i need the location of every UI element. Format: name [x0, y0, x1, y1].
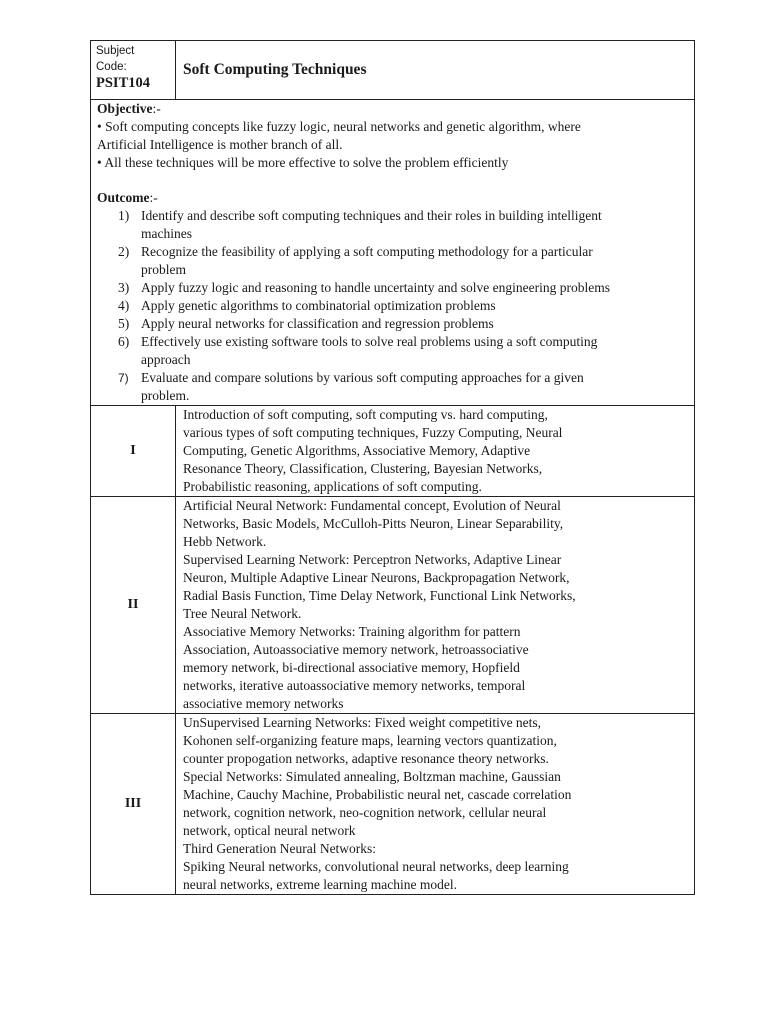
outcome-heading-text: Outcome: [97, 190, 150, 205]
subject-code-cell: [91, 41, 176, 100]
unit-content-line: Hebb Network.: [183, 534, 267, 549]
course-title-cell: [176, 41, 695, 100]
outcome-number: 4): [118, 298, 130, 313]
outcome-line: problem: [141, 262, 186, 277]
unit-content-line: Supervised Learning Network: Perceptron Networks, Adaptive Linear: [183, 552, 562, 567]
outcome-number: 7): [118, 371, 129, 385]
unit-content: [176, 497, 695, 714]
outcome-line: Effectively use existing software tools to solve real problems using a soft computing: [141, 334, 598, 349]
outcome-line: Apply genetic algorithms to combinatorial optimization problems: [141, 298, 496, 313]
outcome-heading: [97, 189, 688, 207]
unit-content-line: Kohonen self-organizing feature maps, learning vectors quantization,: [183, 733, 557, 748]
outcome-heading-suffix: :-: [149, 190, 158, 205]
objective-heading: [97, 100, 688, 118]
unit-content-line: memory network, bi-directional associative memory, Hopfield: [183, 660, 520, 675]
outcome-line: machines: [141, 226, 192, 241]
unit-content-line: Machine, Cauchy Machine, Probabilistic neural net, cascade correlation: [183, 787, 572, 802]
outcome-number: 2): [118, 244, 130, 259]
objective-line: • Soft computing concepts like fuzzy logic, neural networks and genetic algorithm, where: [97, 119, 581, 134]
course-title: Soft Computing Techniques: [183, 61, 367, 78]
unit-content-line: Special Networks: Simulated annealing, Boltzman machine, Gaussian: [183, 769, 561, 784]
unit-content-line: Associative Memory Networks: Training algorithm for pattern: [183, 624, 521, 639]
unit-content-line: Association, Autoassociative memory network, hetroassociative: [183, 642, 529, 657]
outcome-number: 5): [118, 316, 130, 331]
objective-line: • All these techniques will be more effective to solve the problem efficiently: [97, 155, 509, 170]
outcome-line: approach: [141, 352, 191, 367]
objective-outcome-row: [91, 100, 695, 406]
unit-content-line: Third Generation Neural Networks:: [183, 841, 377, 856]
outcome-line: problem.: [141, 388, 190, 403]
outcome-item: [97, 333, 688, 369]
outcome-line: Identify and describe soft computing techniques and their roles in building intelligent: [141, 208, 602, 223]
unit-content: [176, 406, 695, 497]
outcome-item: [97, 297, 688, 315]
unit-content-line: Probabilistic reasoning, applications of soft computing.: [183, 479, 482, 494]
outcome-line: Evaluate and compare solutions by various soft computing approaches for a given: [141, 370, 584, 385]
objective-heading-suffix: :-: [152, 101, 161, 116]
outcome-item: [97, 279, 688, 297]
objective-heading-text: Objective: [97, 101, 153, 116]
unit-content-line: network, optical neural network: [183, 823, 356, 838]
unit-content-line: Spiking Neural networks, convolutional neural networks, deep learning: [183, 859, 569, 874]
unit-content-line: Networks, Basic Models, McCulloh-Pitts Neuron, Linear Separability,: [183, 516, 564, 531]
unit-content-line: various types of soft computing techniques, Fuzzy Computing, Neural: [183, 425, 563, 440]
unit-content-line: counter propogation networks, adaptive resonance theory networks.: [183, 751, 549, 766]
outcome-number: 3): [118, 280, 130, 295]
outcome-line: Apply fuzzy logic and reasoning to handle uncertainty and solve engineering problems: [141, 280, 610, 295]
syllabus-table: [90, 40, 695, 895]
outcome-item: [97, 207, 688, 243]
unit-number: III: [91, 714, 176, 895]
subject-code-value: PSIT104: [96, 75, 150, 91]
outcome-line: Recognize the feasibility of applying a soft computing methodology for a particular: [141, 244, 593, 259]
objective-line: Artificial Intelligence is mother branch of all.: [97, 137, 343, 152]
unit-content-line: Artificial Neural Network: Fundamental concept, Evolution of Neural: [183, 498, 561, 513]
unit-content-line: associative memory networks: [183, 696, 344, 711]
unit-content: [176, 714, 695, 895]
unit-content-line: network, cognition network, neo-cognition network, cellular neural: [183, 805, 547, 820]
unit-content-line: Computing, Genetic Algorithms, Associative Memory, Adaptive: [183, 443, 531, 458]
unit-row: [91, 406, 695, 497]
unit-content-line: Tree Neural Network.: [183, 606, 302, 621]
subject-code-label: Subject Code:: [96, 45, 135, 73]
unit-number: II: [91, 497, 176, 714]
outcome-item: [97, 315, 688, 333]
unit-content-line: UnSupervised Learning Networks: Fixed weight competitive nets,: [183, 715, 542, 730]
objective-text: [97, 118, 688, 172]
outcome-line: Apply neural networks for classification and regression problems: [141, 316, 494, 331]
outcome-number: 1): [118, 208, 130, 223]
unit-content-line: Resonance Theory, Classification, Clustering, Bayesian Networks,: [183, 461, 543, 476]
unit-row: [91, 714, 695, 895]
unit-content-line: Introduction of soft computing, soft computing vs. hard computing,: [183, 407, 548, 422]
outcome-item: [97, 243, 688, 279]
outcome-item: [97, 369, 688, 405]
outcome-number: 6): [118, 334, 130, 349]
unit-number: I: [91, 406, 176, 497]
unit-content-line: Radial Basis Function, Time Delay Network, Functional Link Networks,: [183, 588, 576, 603]
outcome-list: [97, 207, 688, 405]
unit-content-line: neural networks, extreme learning machine model.: [183, 877, 458, 892]
unit-content-line: Neuron, Multiple Adaptive Linear Neurons, Backpropagation Network,: [183, 570, 570, 585]
unit-content-line: networks, iterative autoassociative memory networks, temporal: [183, 678, 526, 693]
objective-outcome-cell: [91, 100, 695, 406]
unit-row: [91, 497, 695, 714]
header-row: [91, 41, 695, 100]
